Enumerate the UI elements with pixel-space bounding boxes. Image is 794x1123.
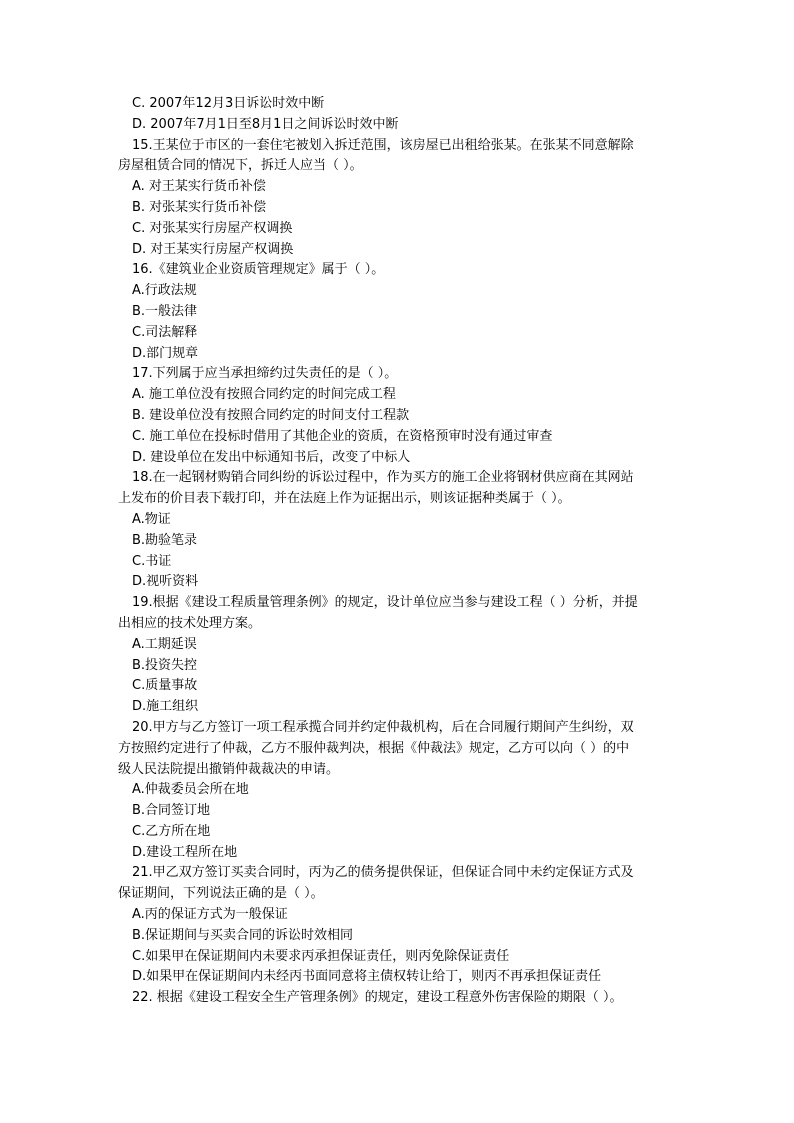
answer-option: B.保证期间与买卖合同的诉讼时效相同 (132, 927, 354, 943)
answer-option: A.仲裁委员会所在地 (132, 782, 249, 798)
answer-option: C.司法解释 (132, 324, 198, 340)
question-stem: 15.王某位于市区的一套住宅被划入拆迁范围，该房屋已出租给张某。在张某不同意解除 (132, 137, 634, 153)
question-stem: 17.下列属于应当承担缔约过失责任的是（ ）。 (132, 366, 398, 382)
answer-option: B.合同签订地 (132, 803, 211, 819)
answer-option: A.物证 (132, 511, 171, 527)
answer-option: D.视听资料 (132, 574, 199, 590)
question-continuation: 级人民法院提出撤销仲裁裁决的申请。 (118, 761, 340, 777)
answer-option: D. 对王某实行房屋产权调换 (132, 241, 294, 257)
answer-option: A.工期延误 (132, 636, 197, 652)
answer-option: C.如果甲在保证期间内未要求丙承担保证责任，则丙免除保证责任 (132, 948, 510, 964)
question-stem: 16.《建筑业企业资质管理规定》属于（ ）。 (132, 262, 385, 278)
answer-option: B. 对张某实行货币补偿 (132, 199, 267, 215)
answer-option: A.丙的保证方式为一般保证 (132, 907, 288, 923)
answer-option: D.部门规章 (132, 345, 199, 361)
answer-option: C. 对张某实行房屋产权调换 (132, 220, 293, 236)
question-stem: 21.甲乙双方签订买卖合同时，丙为乙的债务提供保证，但保证合同中未约定保证方式及 (132, 865, 634, 881)
question-continuation: 房屋租赁合同的情况下，拆迁人应当（ ）。 (118, 158, 363, 174)
answer-option: D.施工组织 (132, 699, 199, 715)
answer-option: B.勘验笔录 (132, 532, 198, 548)
answer-option: C.乙方所在地 (132, 823, 211, 839)
answer-option: D.建设工程所在地 (132, 844, 238, 860)
answer-option: B. 建设单位没有按照合同约定的时间支付工程款 (132, 407, 410, 423)
answer-option: D.如果甲在保证期间内未经丙书面同意将主债权转让给丁，则丙不再承担保证责任 (132, 969, 602, 985)
answer-option: A. 施工单位没有按照合同约定的时间完成工程 (132, 387, 396, 403)
answer-option: A.行政法规 (132, 283, 197, 299)
question-stem: 22. 根据《建设工程安全生产管理条例》的规定，建设工程意外伤害保险的期限（ ）。 (132, 990, 623, 1006)
document-page (118, 94, 680, 1009)
question-stem: 20.甲方与乙方签订一项工程承揽合同并约定仲裁机构，后在合同履行期间产生纠纷，双 (132, 719, 634, 735)
question-stem: 19.根据《建设工程质量管理条例》的规定，设计单位应当参与建设工程（ ）分析，并提 (132, 595, 638, 611)
answer-option: B.投资失控 (132, 657, 198, 673)
question-continuation: 保证期间，下列说法正确的是（ ）。 (118, 886, 324, 902)
question-stem: 18.在一起钢材购销合同纠纷的诉讼过程中，作为买方的施工企业将钢材供应商在其网站 (132, 470, 634, 486)
question-continuation: 出相应的技术处理方案。 (118, 615, 262, 631)
answer-option: D. 2007年7月1日至8月1日之间诉讼时效中断 (132, 116, 399, 132)
answer-option: C.质量事故 (132, 678, 198, 694)
answer-option: C. 2007年12月3日诉讼时效中断 (132, 96, 325, 111)
answer-option: D. 建设单位在发出中标通知书后，改变了中标人 (132, 449, 411, 465)
question-continuation: 上发布的价目表下载打印，并在法庭上作为证据出示，则该证据种类属于（ ）。 (118, 491, 571, 507)
question-continuation: 方按照约定进行了仲裁，乙方不服仲裁判决，根据《仲裁法》规定，乙方可以向（ ）的中 (118, 740, 630, 756)
answer-option: B.一般法律 (132, 303, 198, 319)
answer-option: C. 施工单位在投标时借用了其他企业的资质，在资格预审时没有通过审查 (132, 428, 553, 444)
answer-option: C.书证 (132, 553, 172, 569)
answer-option: A. 对王某实行货币补偿 (132, 179, 266, 195)
